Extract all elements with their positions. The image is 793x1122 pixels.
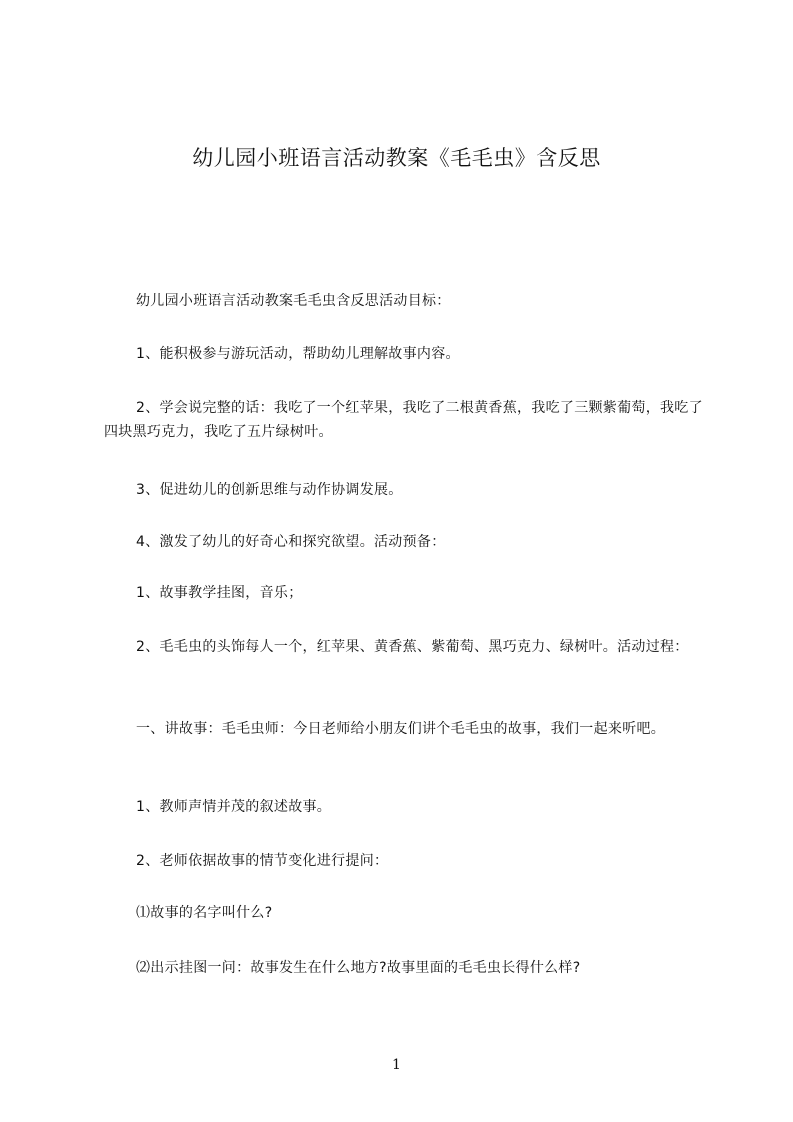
paragraph-process-story: 一、讲故事：毛毛虫师：今日老师给小朋友们讲个毛毛虫的故事，我们一起来听吧。 [136, 721, 666, 737]
paragraph-objective-1: 1、能积极参与游玩活动，帮助幼儿理解故事内容。 [136, 346, 460, 362]
paragraph-question-1: ⑴故事的名字叫什么? [136, 905, 273, 921]
page-number: 1 [392, 1057, 401, 1073]
paragraph-process-1: 1、教师声情并茂的叙述故事。 [136, 799, 332, 815]
paragraph-preparation-1: 1、故事教学挂图，音乐； [136, 585, 303, 601]
paragraph-objective-2: 2、学会说完整的话：我吃了一个红苹果，我吃了二根黄香蕉，我吃了三颗紫葡萄，我吃了四块黑巧克力，我吃了五片绿树叶。 [104, 400, 703, 440]
paragraph-objective-3: 3、促进幼儿的创新思维与动作协调发展。 [136, 482, 403, 498]
paragraph-preparation-2: 2、毛毛虫的头饰每人一个，红苹果、黄香蕉、紫葡萄、黑巧克力、绿树叶。活动过程： [136, 639, 689, 655]
paragraph-question-2: ⑵出示挂图一问：故事发生在什么地方?故事里面的毛毛虫长得什么样? [136, 960, 581, 976]
paragraph-objective-4: 4、激发了幼儿的好奇心和探究欲望。活动预备： [136, 534, 446, 550]
paragraph-objectives-intro: 幼儿园小班语言活动教案毛毛虫含反思活动目标： [136, 293, 451, 309]
paragraph-process-2: 2、老师依据故事的情节变化进行提问： [136, 853, 389, 869]
document-title: 幼儿园小班语言活动教案《毛毛虫》含反思 [192, 146, 601, 170]
